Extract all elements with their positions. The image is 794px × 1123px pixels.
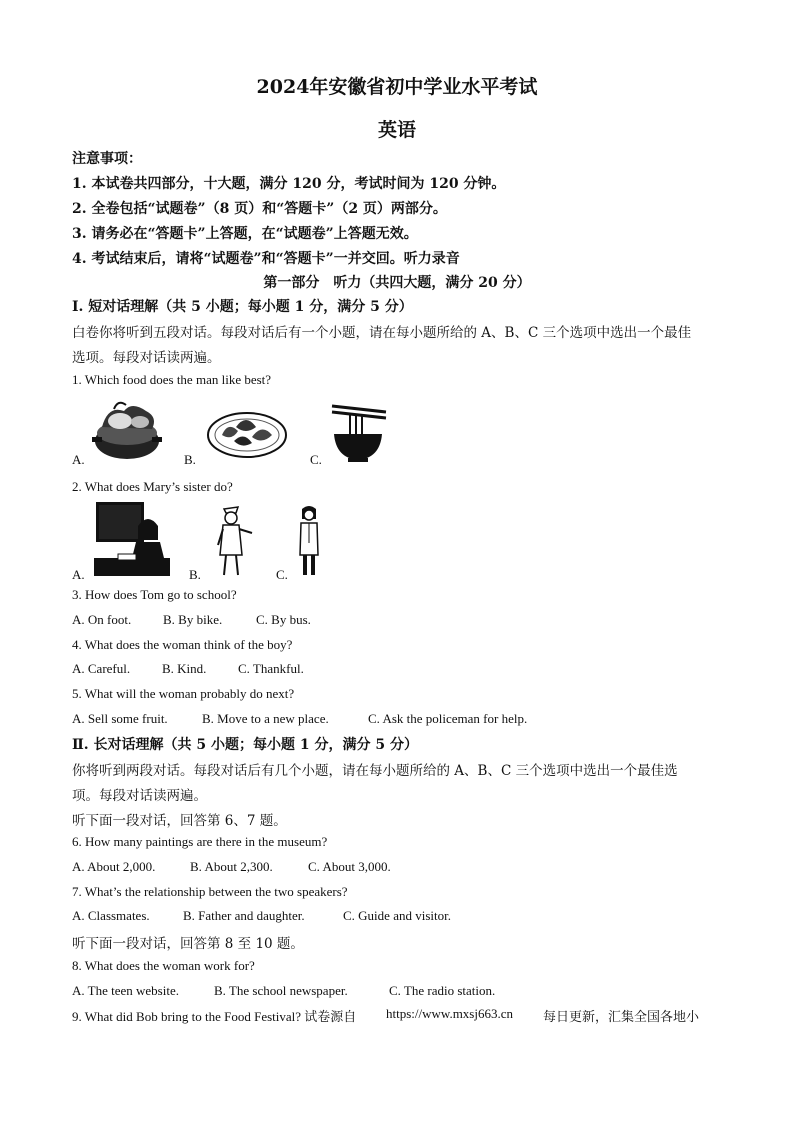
question-1: 1. Which food does the man like best?	[72, 372, 272, 387]
question-6: 6. How many paintings are there in the museum?	[72, 834, 328, 849]
question-5: 5. What will the woman probably do next?	[72, 686, 295, 701]
instruction-text: 选项。每段对话读两遍。	[72, 350, 221, 366]
question-2: 2. What does Mary’s sister do?	[72, 479, 233, 494]
section-title: I. 短对话理解（共 5 小题；每小题 1 分，满分 5 分）	[72, 299, 413, 315]
doctor-icon	[296, 503, 322, 579]
question-8: 8. What does the woman work for?	[72, 958, 255, 973]
option-b[interactable]: B.	[184, 452, 196, 467]
section-title: Ⅱ. 长对话理解（共 5 小题；每小题 1 分，满分 5 分）	[72, 737, 419, 753]
option-c[interactable]: C. Thankful.	[238, 661, 304, 676]
instruction-text: 白卷你将听到五段对话。每段对话后有一个小题，请在每小题所给的 A、B、C 三个选项中选出一个最佳	[72, 325, 692, 341]
source-url: https://www.mxsj663.cn	[386, 1006, 513, 1021]
option-c[interactable]: C.	[310, 452, 322, 467]
notice-heading: 注意事项：	[72, 151, 142, 167]
option-a[interactable]: A. About 2,000.	[72, 859, 156, 874]
notice-item: 2. 全卷包括“试题卷”（8 页）和“答题卡”（2 页）两部分。	[72, 201, 447, 217]
option-b[interactable]: B. The school newspaper.	[214, 983, 348, 998]
option-a[interactable]: A. Classmates.	[72, 908, 150, 923]
notice-item: 1. 本试卷共四部分，十大题，满分 120 分，考试时间为 120 分钟。	[72, 176, 506, 192]
dialog-instruction: 听下面一段对话，回答第 6、7 题。	[72, 813, 287, 829]
nurse-icon	[214, 503, 256, 579]
option-c[interactable]: C. By bus.	[256, 612, 311, 627]
option-c[interactable]: C. Ask the policeman for help.	[368, 711, 528, 726]
page-title: 2024年安徽省初中学业水平考试	[256, 76, 538, 98]
option-c[interactable]: C. About 3,000.	[308, 859, 391, 874]
option-b[interactable]: B.	[189, 567, 201, 582]
option-b[interactable]: B. Father and daughter.	[183, 908, 305, 923]
question-3: 3. How does Tom go to school?	[72, 587, 237, 602]
option-a[interactable]: A. Sell some fruit.	[72, 711, 168, 726]
subject-title: 英语	[377, 119, 416, 141]
teacher-icon	[94, 500, 172, 578]
dumplings-icon	[206, 405, 288, 461]
question-7: 7. What’s the relationship between the two speakers?	[72, 884, 348, 899]
option-a[interactable]: A.	[72, 452, 85, 467]
option-b[interactable]: B. Kind.	[162, 661, 207, 676]
instruction-text: 项。每段对话读两遍。	[72, 788, 207, 804]
option-b[interactable]: B. About 2,300.	[190, 859, 273, 874]
option-b[interactable]: B. Move to a new place.	[202, 711, 329, 726]
option-a[interactable]: A. Careful.	[72, 661, 131, 676]
option-c[interactable]: C. The radio station.	[389, 983, 496, 998]
hotpot-icon	[88, 397, 166, 463]
dialog-instruction: 听下面一段对话，回答第 8 至 10 题。	[72, 936, 304, 952]
part-title: 第一部分 听力（共四大题，满分 20 分）	[263, 275, 531, 291]
notice-item: 4. 考试结束后，请将“试题卷”和“答题卡”一并交回。听力录音	[72, 251, 460, 267]
source-note: 每日更新，汇集全国各地小	[543, 1010, 700, 1025]
option-a[interactable]: A. On foot.	[72, 612, 132, 627]
noodles-icon	[328, 400, 388, 464]
option-a[interactable]: A. The teen website.	[72, 983, 179, 998]
option-b[interactable]: B. By bike.	[163, 612, 223, 627]
option-a[interactable]: A.	[72, 567, 85, 582]
question-9: 9. What did Bob bring to the Food Festival? 试卷源自	[72, 1009, 357, 1024]
option-c[interactable]: C. Guide and visitor.	[343, 908, 451, 923]
notice-item: 3. 请务必在“答题卡”上答题，在“试题卷”上答题无效。	[72, 226, 418, 242]
question-4: 4. What does the woman think of the boy?	[72, 637, 293, 652]
instruction-text: 你将听到两段对话。每段对话后有几个小题，请在每小题所给的 A、B、C 三个选项中选出一个最佳选	[72, 763, 678, 779]
option-c[interactable]: C.	[276, 567, 288, 582]
